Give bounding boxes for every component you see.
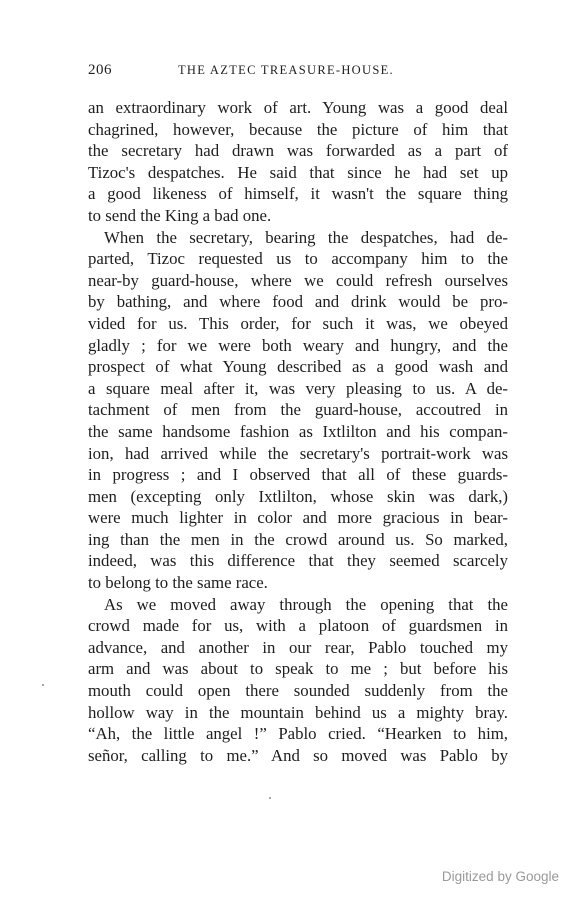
text-line: ing than the men in the crowd around us. So marked, bbox=[88, 529, 508, 549]
text-line: “Ah, the little angel !” Pablo cried. “Hearken to him, bbox=[88, 724, 508, 744]
text-line: mouth could open there sounded suddenly from the bbox=[88, 681, 508, 701]
text-line: by bathing, and where food and drink would be pro- bbox=[88, 292, 508, 312]
text-line: an extraordinary work of art. Young was a good deal bbox=[88, 98, 508, 117]
text-line: When the secretary, bearing the despatches, had de- bbox=[104, 227, 508, 247]
text-line: ion, had arrived while the secretary's portrait-work was bbox=[88, 443, 508, 463]
text-line: tachment of men from the guard-house, accoutred in bbox=[88, 400, 508, 420]
text-line: arm and was about to speak to me ; but before his bbox=[88, 659, 508, 679]
text-line: parted, Tizoc requested us to accompany him to the bbox=[88, 249, 508, 269]
page-number: 206 bbox=[88, 62, 112, 78]
running-title: THE AZTEC TREASURE-HOUSE. bbox=[178, 63, 394, 77]
text-line: Tizoc's despatches. He said that since he had set up bbox=[88, 162, 508, 182]
text-line: hollow way in the mountain behind us a mighty bray. bbox=[88, 702, 508, 722]
scan-speck bbox=[42, 684, 44, 686]
text-line: near-by guard-house, where we could refresh ourselves bbox=[88, 270, 508, 290]
scan-speck bbox=[269, 797, 271, 799]
text-line: a square meal after it, was very pleasing to us. A de- bbox=[88, 378, 508, 398]
text-line: crowd made for us, with a platoon of guardsmen in bbox=[88, 616, 508, 636]
text-line: the same handsome fashion as Ixtlilton and his compan- bbox=[88, 421, 508, 441]
watermark: Digitized by Google bbox=[441, 869, 559, 884]
text-line: chagrined, however, because the picture of him that bbox=[88, 119, 508, 139]
text-line: in progress ; and I observed that all of these guards- bbox=[88, 465, 508, 485]
text-line: advance, and another in our rear, Pablo touched my bbox=[88, 637, 508, 657]
text-line: to belong to the same race. bbox=[88, 573, 268, 593]
text-line: a good likeness of himself, it wasn't the square thing bbox=[88, 184, 508, 204]
text-line: señor, calling to me.” And so moved was Pablo by bbox=[88, 745, 508, 765]
page-header bbox=[88, 62, 508, 82]
text-line: vided for us. This order, for such it was, we obeyed bbox=[88, 313, 508, 333]
text-line: the secretary had drawn was forwarded as a part of bbox=[88, 141, 508, 161]
body-text bbox=[88, 97, 508, 766]
text-line: indeed, was this difference that they seemed scarcely bbox=[88, 551, 508, 571]
text-line: prospect of what Young described as a good wash and bbox=[88, 357, 508, 377]
text-line: men (excepting only Ixtlilton, whose skin was dark,) bbox=[88, 486, 508, 506]
text-line: As we moved away through the opening that the bbox=[104, 594, 508, 614]
text-line: were much lighter in color and more gracious in bear- bbox=[88, 508, 508, 528]
text-line: gladly ; for we were both weary and hungry, and the bbox=[88, 335, 508, 355]
text-line: to send the King a bad one. bbox=[88, 205, 272, 225]
